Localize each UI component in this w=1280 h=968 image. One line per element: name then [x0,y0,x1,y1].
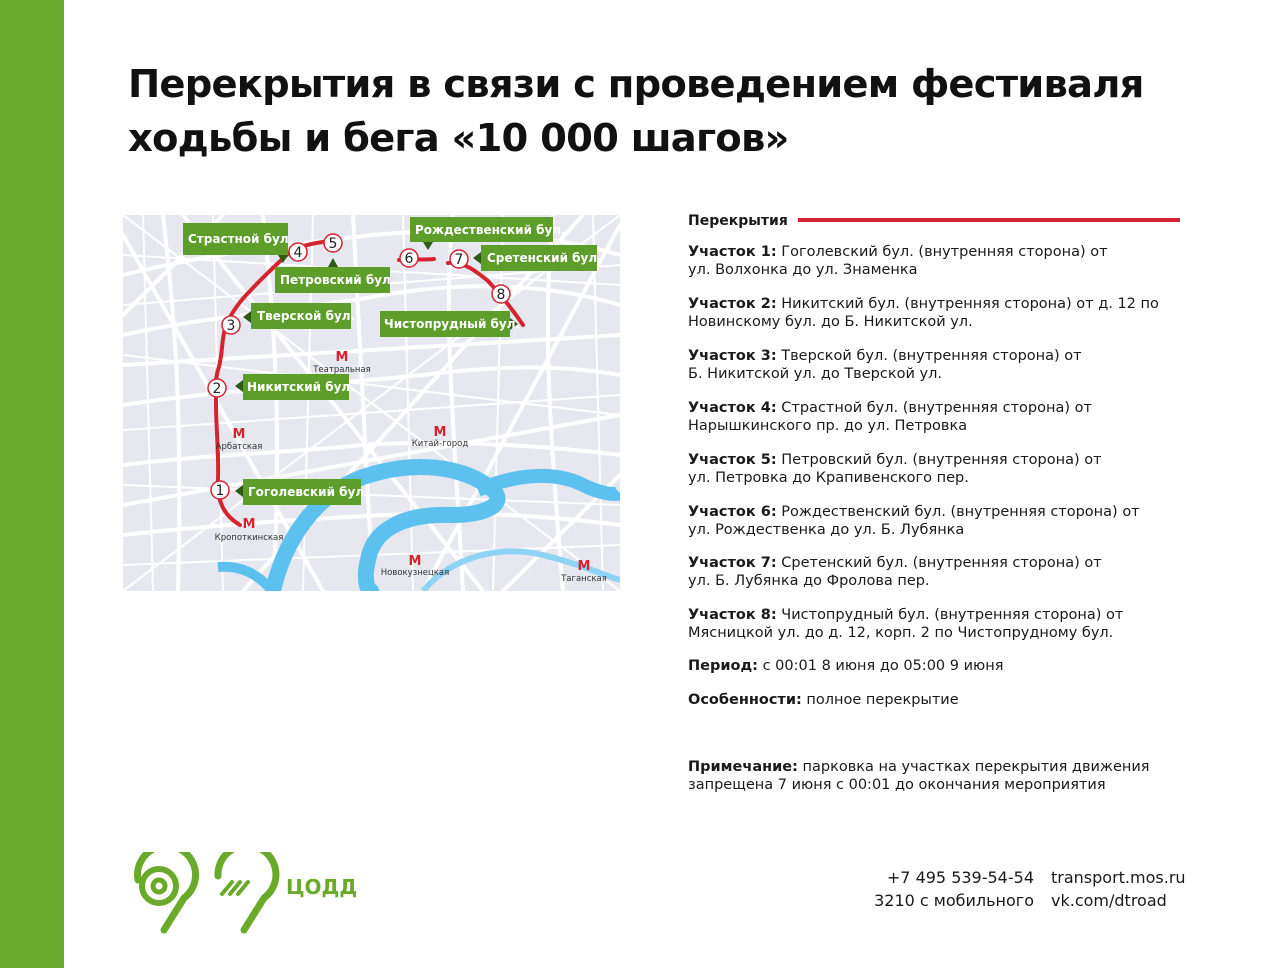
phone-number[interactable]: +7 495 539-54-54 [886,868,1034,887]
segment-marker-3-text: 3 [226,318,236,334]
segment-8-head: Участок 8: [688,607,777,623]
closure-info [688,210,1188,793]
label-tverskoy-text: Тверской бул. [257,309,356,323]
features-text: полное перекрытие [806,692,959,708]
segment-marker-8-text: 8 [496,287,506,303]
legend-route-line [798,218,1180,222]
contact-phones [864,866,1034,912]
codd-pin-logo-icon [218,852,276,930]
label-sretensky-text: Сретенский бул. [487,251,602,265]
segment-8 [688,606,1188,642]
segment-5-line1: Петровский бул. (внутренняя сторона) от [781,452,1102,468]
note-line1: парковка на участках перекрытия движения [802,759,1150,775]
segment-marker-7 [450,250,468,268]
segment-marker-2 [208,379,226,397]
page-title-line-2: ходьбы и бега «10 000 шагов» [128,116,789,161]
segment-marker-8 [492,285,510,303]
segment-marker-3 [222,316,240,334]
segment-marker-4-text: 4 [293,245,303,261]
features [688,691,1188,709]
metro-m-icon: M [242,517,256,532]
logo-text: ЦОДД [286,875,358,899]
label-nikitsky-text: Никитский бул. [247,380,355,394]
segment-2 [688,295,1188,331]
segment-marker-1 [211,481,229,499]
segment-2-line1: Никитский бул. (внутренняя сторона) от д. 12 по [781,296,1159,312]
segment-marker-5-text: 5 [328,236,338,252]
segment-1-line2: ул. Волхонка до ул. Знаменка [688,262,918,278]
segment-3-line1: Тверской бул. (внутренняя сторона) от [781,348,1082,364]
segment-1-line1: Гоголевский бул. (внутренняя сторона) от [781,244,1108,260]
label-nikitsky [235,374,355,400]
label-strastnoy-text: Страстной бул. [188,232,294,246]
legend-label: Перекрытия [688,213,788,229]
legend [688,210,1188,232]
page-title [128,58,1228,166]
segment-4-head: Участок 4: [688,400,777,416]
segment-5-head: Участок 5: [688,452,777,468]
metro-kitay-gorod-label: Китай-город [411,439,469,449]
label-chistoprudny [380,311,520,337]
brand-side-bar [0,0,64,968]
closure-map [123,215,620,591]
segment-marker-2-text: 2 [212,381,222,397]
segment-3 [688,347,1188,383]
segment-4-line2: Нарышкинского пр. до ул. Петровка [688,418,968,434]
label-rozhdestvensky-text: Рождественский бул. [415,223,566,237]
segment-4 [688,399,1188,435]
label-gogolevsky-text: Гоголевский бул. [248,485,369,499]
note-head: Примечание: [688,759,798,775]
segment-8-line2: Мясницкой ул. до д. 12, корп. 2 по Чистопрудному бул. [688,625,1114,641]
contact-links [1051,866,1211,912]
segment-5 [688,451,1188,487]
metro-taganskaya-label: Таганская [561,574,607,584]
note [688,758,1188,794]
segment-6 [688,503,1188,539]
segment-marker-5 [324,234,342,252]
metro-m-icon: M [577,559,591,574]
vk-link[interactable]: vk.com/dtroad [1051,891,1167,910]
segment-2-head: Участок 2: [688,296,777,312]
mobile-number[interactable]: 3210 с мобильного [874,891,1034,910]
segment-4-line1: Страстной бул. (внутренняя сторона) от [781,400,1092,416]
segment-7-head: Участок 7: [688,555,777,571]
label-gogolevsky [235,479,369,505]
metro-novokuznetskaya-label: Новокузнецкая [380,568,450,578]
mos-transport-logo-icon [138,852,196,930]
site-link[interactable]: transport.mos.ru [1051,868,1186,887]
note-line2: запрещена 7 июня с 00:01 до окончания мероприятия [688,777,1106,793]
period-text: с 00:01 8 июня до 05:00 9 июня [762,658,1004,674]
label-chistoprudny-text: Чистопрудный бул. [384,317,521,331]
metro-kropotkinskaya-label: Кропоткинская [214,533,284,543]
segment-3-line2: Б. Никитской ул. до Тверской ул. [688,366,942,382]
page-title-line-1: Перекрытия в связи с проведением фестиваля [128,62,1144,107]
segment-marker-7-text: 7 [454,252,464,268]
segment-6-head: Участок 6: [688,504,777,520]
period-head: Период: [688,658,758,674]
period [688,657,1188,675]
segment-2-line2: Новинскому бул. до Б. Никитской ул. [688,314,973,330]
segment-8-line1: Чистопрудный бул. (внутренняя сторона) от [781,607,1124,623]
segment-marker-1-text: 1 [215,483,225,499]
segment-7-line2: ул. Б. Лубянка до Фролова пер. [688,573,930,589]
metro-m-icon: M [408,554,422,569]
metro-m-icon: M [335,350,349,365]
label-petrovsky-text: Петровский бул. [280,273,396,287]
metro-arbatskaya-label: Арбатская [215,442,263,452]
segment-3-head: Участок 3: [688,348,777,364]
segment-marker-6-text: 6 [404,251,414,267]
footer-logos [126,852,376,934]
label-tverskoy [243,303,355,329]
metro-teatralnaya-label: Театральная [313,365,371,375]
segment-5-line2: ул. Петровка до Крапивенского пер. [688,470,969,486]
segment-marker-6 [400,249,418,267]
metro-arbatskaya [216,427,263,452]
segment-7-line1: Сретенский бул. (внутренняя сторона) от [781,555,1102,571]
label-sretensky [473,245,602,271]
label-petrovsky [275,258,395,293]
segment-7 [688,554,1188,590]
segment-6-line2: ул. Рождественка до ул. Б. Лубянка [688,522,965,538]
features-head: Особенности: [688,692,802,708]
metro-m-icon: M [433,425,447,440]
segment-6-line1: Рождественский бул. (внутренняя сторона) от [781,504,1140,520]
segment-1 [688,243,1188,279]
metro-kitay-gorod [412,425,469,449]
segment-1-head: Участок 1: [688,244,777,260]
metro-m-icon: M [232,427,246,442]
